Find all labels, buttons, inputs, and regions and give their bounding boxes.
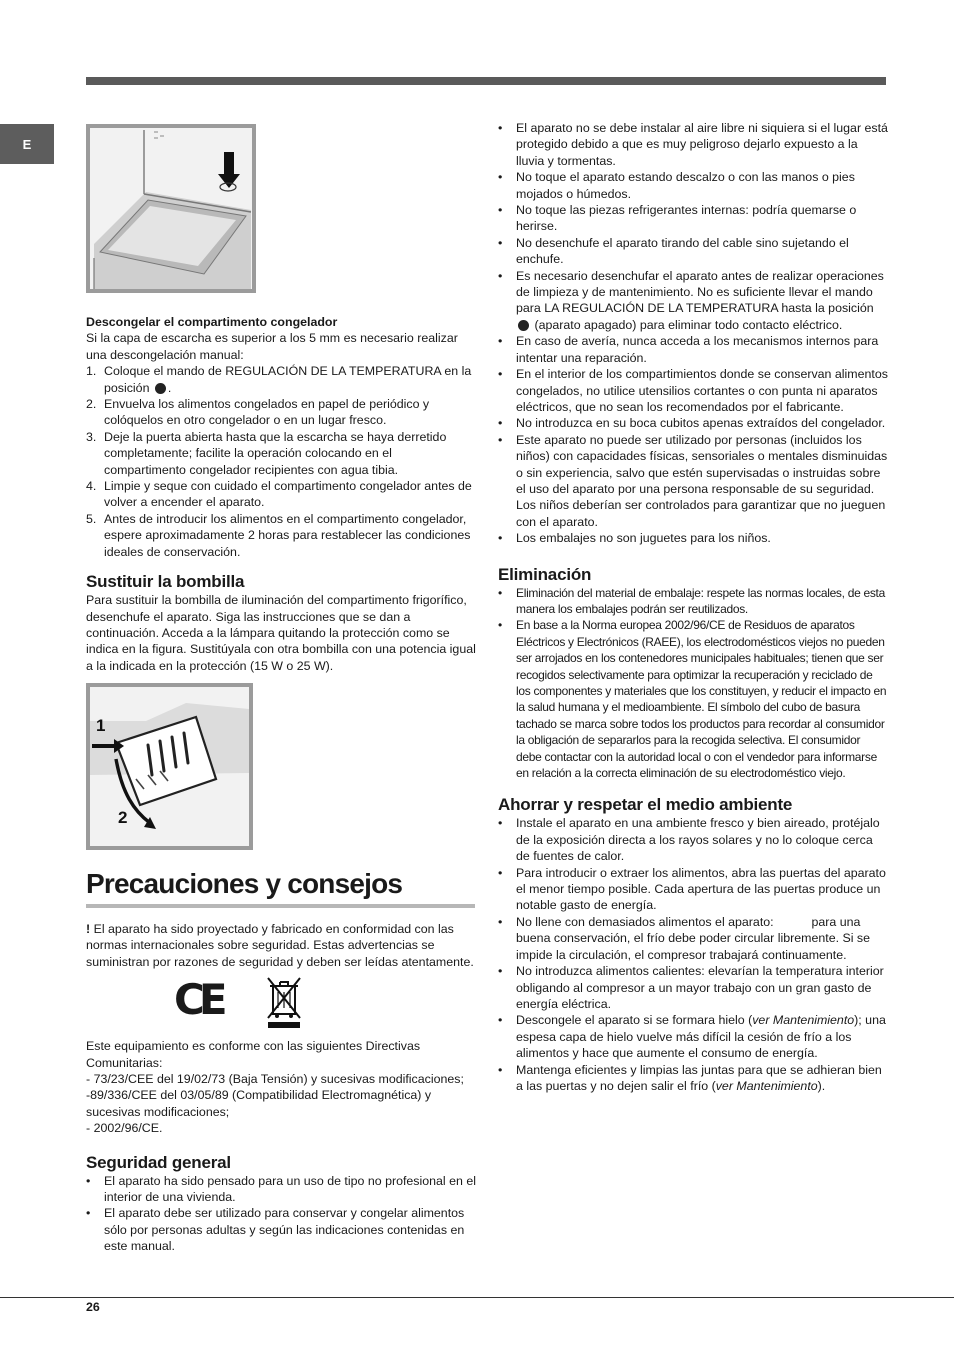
crossed-bin-icon [264, 974, 304, 1030]
off-position-icon [518, 320, 529, 331]
list-item: • No toque el aparato estando descalzo o con las manos o pies mojados o húmedos. [498, 169, 888, 202]
defrost-steps [86, 363, 476, 560]
disposal-list [498, 585, 888, 782]
page-number: 26 [86, 1300, 100, 1314]
directive-line: - 73/23/CEE del 19/02/73 (Baja Tensión) y sucesivas modificaciones; [86, 1072, 464, 1087]
list-item: • No introduzca alimentos calientes: elevarían la temperatura interior obligando al compresor a un mayor trabajo con un gran gasto de energía eléctrica. [498, 963, 888, 1012]
precautions-block [86, 921, 476, 1255]
list-item: 2. Envuelva los alimentos congelados en papel de periódico y colóquelos en otro congelador o en un lugar fresco. [86, 397, 430, 428]
right-column [498, 120, 888, 1094]
directives-intro: Este equipamiento es conforme con las siguientes Directivas Comunitarias: [86, 1039, 421, 1070]
precautions-intro: ! El aparato ha sido proyectado y fabricado en conformidad con las normas internacionales sobre seguridad. Estas advertencias se suministran por razones de seguridad y deben ser leídas atentamente. [86, 922, 474, 969]
bulb-heading: Sustituir la bombilla [86, 572, 245, 592]
list-item: 5. Antes de introducir los alimentos en el compartimento congelador, espere aproximadamente 2 horas para restablecer las condiciones ideales de conservación. [86, 511, 471, 559]
list-item: • Para introducir o extraer los alimentos, abra las puertas del aparato el menor tiempo posible. Cada apertura de las puertas produce un notable gasto de energía. [498, 865, 888, 914]
defrost-intro: Si la capa de escarcha es superior a los 5 mm es necesario realizar una descongelación manual: [86, 331, 458, 362]
list-item: • No introduzca en su boca cubitos apenas extraídos del congelador. [498, 415, 888, 431]
list-item: • En base a la Norma europea 2002/96/CE de Residuos de aparatos Eléctricos y Electrónicos (RAEE), los electrodomésticos viejos no pueden ser arrojados en los contenedores municipales habituales; tienen que ser recogidos selectivamente para optimizar la recuperación y reciclado de los componentes y materiales que los constituyen, y reducir el impacto en la salud humana y el medioambiente. El símbolo del cubo de basura tachado se marca sobre todos los productos para recordar al consumidor la obligación de separarlos para la recogida selectiva. El consumidor debe contactar con la autoridad local o con el vendedor para informarse en relación a la correcta eliminación de su electrodoméstico viejo. [498, 617, 888, 781]
list-item: • No llene con demasiados alimentos el aparato: para una buena conservación, el frío debe poder circular libremente. Si se impide la circulación, el compresor trabajará continuamente. [498, 914, 888, 963]
off-position-icon [155, 383, 166, 394]
language-tab: E [0, 124, 54, 164]
list-item: • Los embalajes no son juguetes para los niños. [498, 530, 888, 546]
saving-list [498, 815, 888, 1094]
list-item: 1. Coloque el mando de REGULACIÓN DE LA TEMPERATURA en la posición . [86, 364, 472, 395]
header-rule [86, 77, 886, 85]
footer-rule [0, 1297, 954, 1298]
directive-line: -89/336/CEE del 03/05/89 (Compatibilidad Electromagnética) y sucesivas modificaciones; [86, 1088, 432, 1119]
certification-marks [86, 970, 476, 1038]
saving-heading: Ahorrar y respetar el medio ambiente [498, 795, 793, 815]
ce-mark-icon: CE [174, 975, 222, 1025]
figure-label-1: 1 [96, 716, 106, 735]
section-title: Precauciones y consejos [86, 866, 475, 908]
list-item: • En caso de avería, nunca acceda a los mecanismos internos para intentar una reparación. [498, 333, 888, 366]
list-item: • El aparato ha sido pensado para un uso de tipo no profesional en el interior de una vivienda. [86, 1173, 476, 1206]
left-column [86, 314, 476, 674]
safety-list [498, 120, 888, 547]
bulb-text: Para sustituir la bombilla de iluminación del compartimento frigorífico, desenchufe el aparato. Siga las instrucciones que se dan a continuación. Acceda a la lámpara quitando la protección como se indica en la figura. Sustitúyala con otra bombilla con una potencia igual a la indicada en la protección (15 W o 25 W). [86, 593, 476, 673]
list-item: • Mantenga eficientes y limpias las juntas para que se adhieran bien a las puertas y no dejen salir el frío (ver Mantenimiento). [498, 1062, 888, 1095]
list-item: • Eliminación del material de embalaje: respete las normas locales, de esta manera los embalajes podrán ser reutilizados. [498, 585, 888, 618]
list-item: • No desenchufe el aparato tirando del cable sino sujetando el enchufe. [498, 235, 888, 268]
freezer-defrost-illustration [86, 124, 256, 293]
figure-label-2: 2 [118, 808, 128, 827]
disposal-heading: Eliminación [498, 564, 592, 584]
directive-line: - 2002/96/CE. [86, 1121, 163, 1136]
list-item: 3. Deje la puerta abierta hasta que la escarcha se haya derretido completamente; facilite la operación colocando en el compartimento congelador recipientes con agua tibia. [86, 429, 447, 477]
list-item: • Descongele el aparato si se formara hielo (ver Mantenimiento); una espesa capa de hielo vuelve más difícil la cesión de frío a los alimentos y hace que aumente el consumo de energía. [498, 1012, 888, 1061]
list-item: • No toque las piezas refrigerantes internas: podría quemarse o herirse. [498, 202, 888, 235]
list-item: • El aparato no se debe instalar al aire libre ni siquiera si el lugar está protegido debido a que es muy peligroso dejarlo expuesto a la lluvia y tormentas. [498, 120, 888, 169]
list-item: • Es necesario desenchufar el aparato antes de realizar operaciones de limpieza y de mantenimiento. No es suficiente llevar el mando para LA REGULACIÓN DE LA TEMPERATURA hasta la posición (aparato apagado) para eliminar todo contacto eléctrico. [498, 268, 888, 334]
list-item: 4. Limpie y seque con cuidado el compartimento congelador antes de volver a encender el aparato. [86, 479, 472, 510]
general-safety-heading: Seguridad general [86, 1152, 231, 1172]
defrost-heading: Descongelar el compartimento congelador [86, 315, 338, 329]
bulb-replacement-illustration [86, 683, 253, 850]
list-item: • En el interior de los compartimientos donde se conservan alimentos congelados, no utilice utensilios cortantes o con punta ni aparatos eléctricos, que no sean los recomendados por el fabricante. [498, 366, 888, 415]
list-item: • Instale el aparato en una ambiente fresco y bien aireado, protéjalo de la exposición directa a los rayos solares y no lo coloque cerca de fuentes de calor. [498, 815, 888, 864]
general-safety-list [86, 1173, 476, 1255]
list-item: • Este aparato no puede ser utilizado por personas (incluidos los niños) con capacidades físicas, sensoriales o mentales disminuidas o sin experiencia, salvo que estén supervisadas o instruidas sobre el uso del aparato por una persona responsable de su seguridad. Los niños deberían ser controlados para garantizar que no jueguen con el aparato. [498, 432, 888, 530]
list-item: • El aparato debe ser utilizado para conservar y congelar alimentos sólo por personas adultas y según las indicaciones contenidas en este manual. [86, 1205, 476, 1254]
